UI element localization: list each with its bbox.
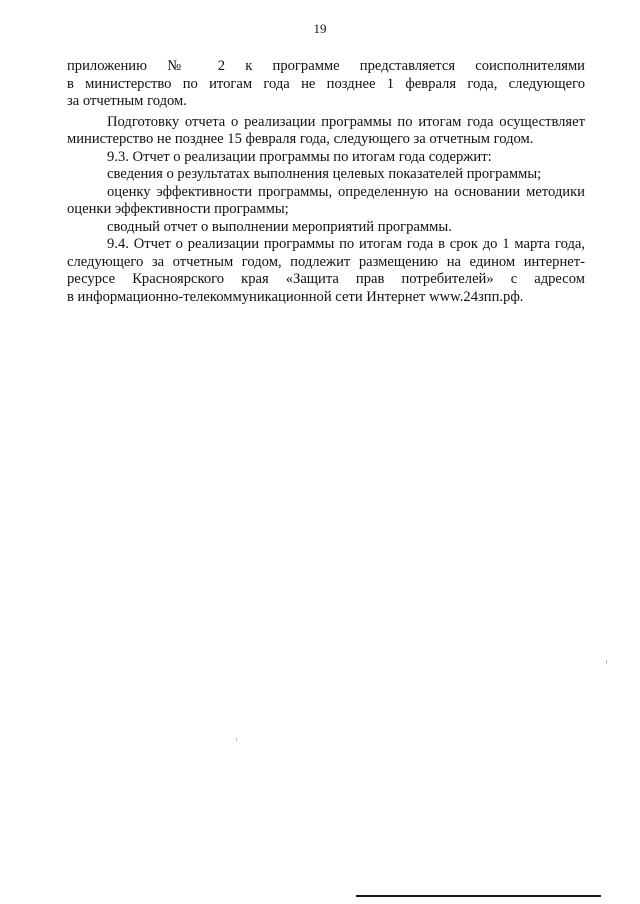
list-item: сведения о результатах выполнения целевых показателей программы; <box>107 166 542 182</box>
list-item: сводный отчет о выполнении мероприятий программы. <box>107 218 452 235</box>
page-number: 19 <box>313 21 327 36</box>
scan-speck <box>236 738 237 741</box>
list-item: оценку эффективности программы, определенную на основании методики <box>107 183 585 200</box>
section-heading-9-3: 9.3. Отчет о реализации программы по итогам года содержит: <box>107 148 492 165</box>
section-heading-9-4: 9.4. Отчет о реализации программы по итогам года в срок до 1 марта года, <box>107 236 585 252</box>
text-line: в информационно-телекоммуникационной сети Интернет www.24зпп.рф. <box>67 288 524 305</box>
text-line: за отчетным годом. <box>67 93 187 109</box>
text-line: следующего за отчетным годом, подлежит размещению на едином интернет- <box>67 253 585 270</box>
document-body <box>67 58 585 306</box>
text-line: ресурсе Красноярского края «Защита прав потребителей» с адресом <box>67 271 585 287</box>
text-line: в министерство по итогам года не позднее 1 февраля года, следующего <box>67 75 585 92</box>
text-line: Подготовку отчета о реализации программы по итогам года осуществляет <box>107 113 585 130</box>
scan-speck <box>606 660 607 664</box>
text-line: министерство не позднее 15 февраля года, следующего за отчетным годом. <box>67 131 534 147</box>
bottom-rule <box>356 895 601 897</box>
text-line: приложению № 2 к программе представляется соисполнителями <box>67 58 585 74</box>
text-line: оценки эффективности программы; <box>67 201 289 217</box>
